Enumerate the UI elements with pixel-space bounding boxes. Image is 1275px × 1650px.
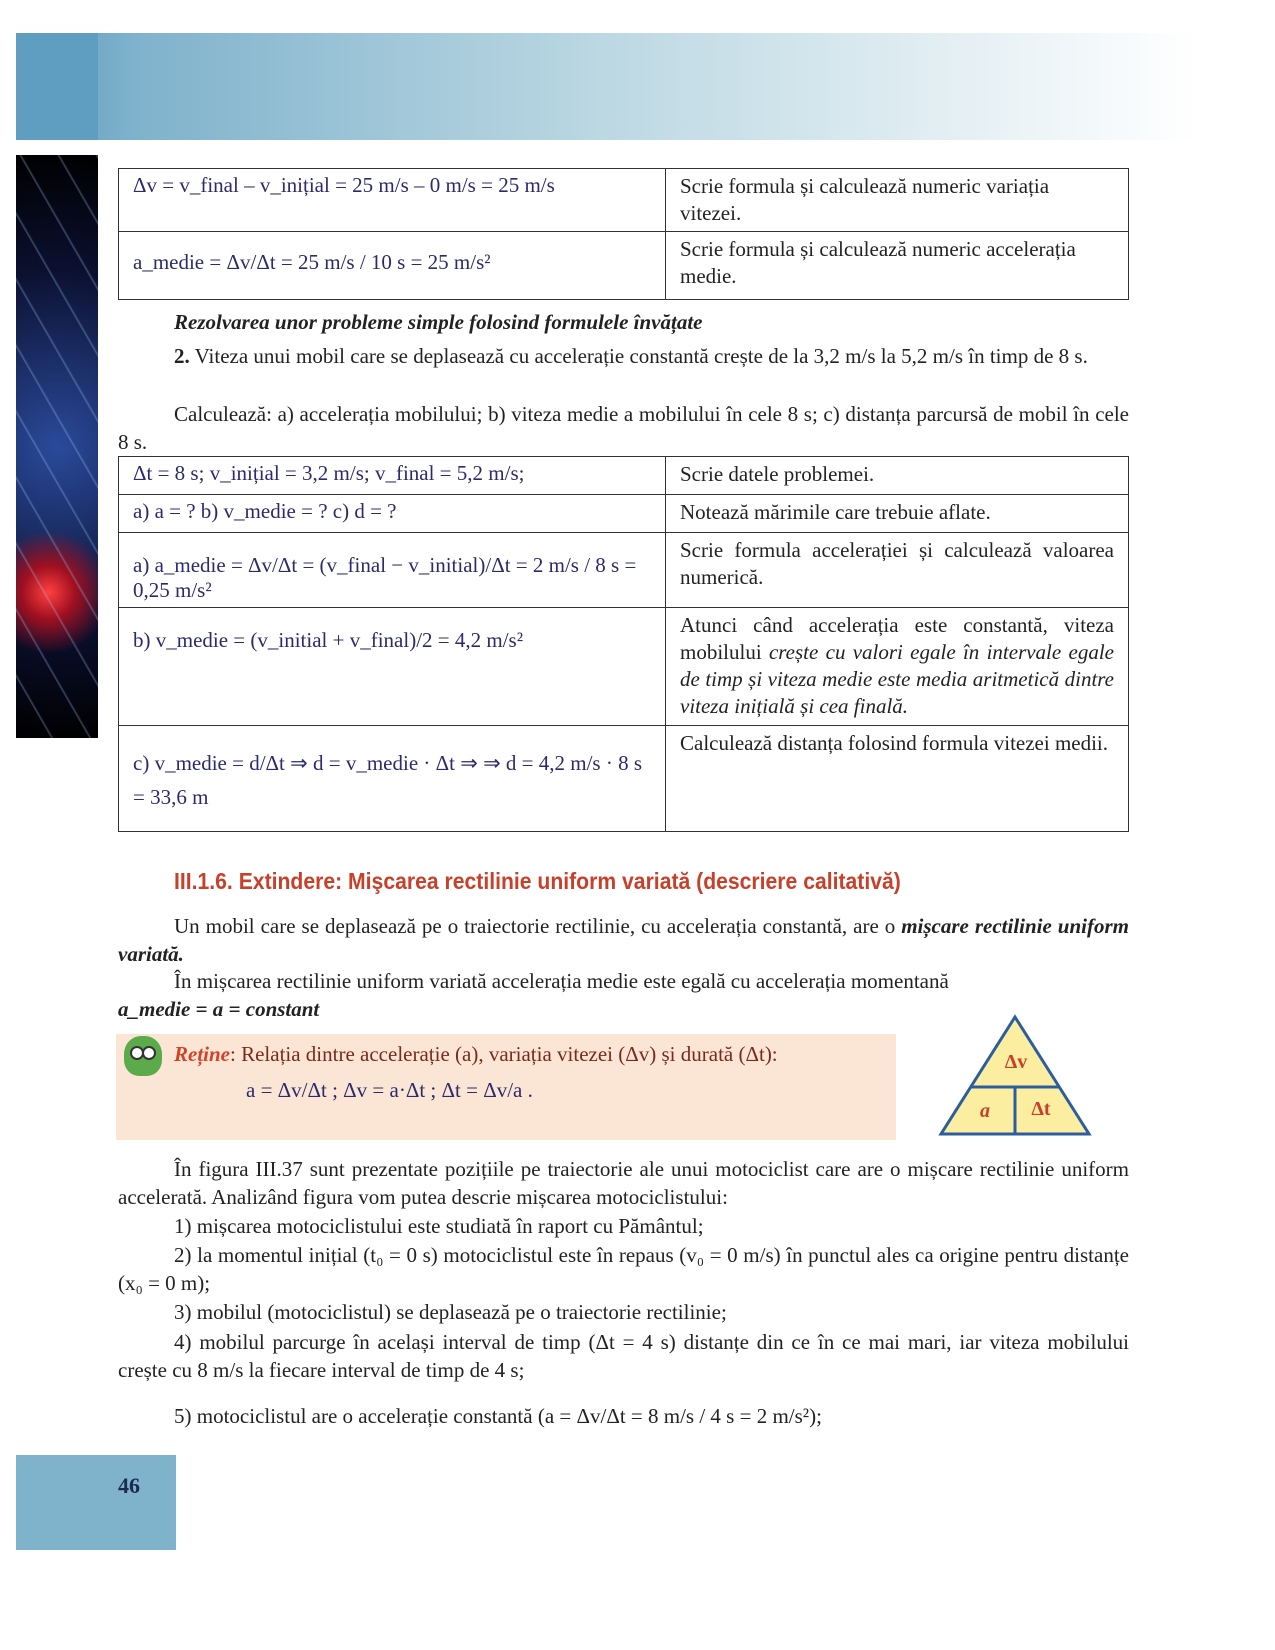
list-item: 1) mișcarea motociclistului este studiată în raport cu Pământul; — [174, 1214, 704, 1238]
page-number: 46 — [118, 1473, 140, 1498]
explanation-cell: Calculează distanța folosind formula vitezei medii. — [666, 726, 1129, 832]
retine-description: : Relația dintre accelerație (a), variația vitezei (Δv) și durată (Δt): — [230, 1042, 778, 1066]
explanation-cell — [666, 608, 1129, 726]
triangle-left: a — [980, 1100, 990, 1122]
table-row — [119, 533, 1129, 608]
explanation-cell: Scrie formula accelerației și calculează valoarea numerică. — [666, 533, 1129, 608]
atom-illustration — [16, 155, 98, 738]
table-row — [119, 726, 1129, 832]
explanation-cell: Scrie formula și calculează numeric accelerația medie. — [666, 232, 1129, 300]
math-cell: b) v_medie = (v_initial + v_final)/2 = 4,2 m/s² — [119, 608, 666, 726]
math-cell: Δt = 8 s; v_inițial = 3,2 m/s; v_final = 5,2 m/s; — [119, 457, 666, 495]
table-row — [119, 232, 1129, 300]
paragraph: În mișcarea rectilinie uniform variată accelerația medie este egală cu accelerația momentană — [174, 969, 949, 993]
paragraph-text: Un mobil care se deplasează pe o traiectorie rectilinie, cu accelerația constantă, are o — [174, 914, 902, 938]
page-number-box — [16, 1455, 176, 1550]
problem-text — [118, 342, 1129, 370]
paragraph — [118, 912, 1129, 968]
list-item: 4) mobilul parcurge în același interval de timp (Δt = 4 s) distanțe din ce în ce mai mari, iar viteza mobilului crește cu 8 m/s la fiecare interval de timp de 4 s; — [118, 1330, 1129, 1382]
explanation-emphasis: crește cu valori egale în intervale egale de timp și viteza medie este media aritmetică dintre viteza inițială și cea finală. — [680, 640, 1114, 718]
explanation-text: Atunci când accelerația este constantă, viteza mobilului — [680, 613, 1114, 664]
emphasis: mișcare rectilinie uniform variată. — [118, 914, 1129, 966]
table-row — [119, 169, 1129, 232]
problem-number: 2. — [174, 344, 190, 368]
header-band — [16, 33, 1196, 140]
table-row — [119, 608, 1129, 726]
math-cell: a) a = ? b) v_medie = ? c) d = ? — [119, 495, 666, 533]
explanation-cell: Notează mărimile care trebuie aflate. — [666, 495, 1129, 533]
list-item: 2) la momentul inițial (t₀ = 0 s) motociclistul este în repaus (v₀ = 0 m/s) în punctul ales ca origine pentru distanțe (x₀ = 0 m); — [118, 1243, 1129, 1295]
subtitle: Rezolvarea unor probleme simple folosind formulele învățate — [174, 310, 703, 334]
formula-triangle — [938, 1014, 1092, 1138]
table-row — [119, 495, 1129, 533]
retine-label: Reține — [174, 1042, 230, 1066]
header-accent — [16, 33, 98, 140]
retine-text — [174, 1042, 778, 1067]
math-cell: c) v_medie = d/Δt ⇒ d = v_medie · Δt ⇒ ⇒ d = 4,2 m/s · 8 s = 33,6 m — [119, 726, 666, 832]
list-item: 5) motociclistul are o accelerație constantă (a = Δv/Δt = 8 m/s / 4 s = 2 m/s²); — [174, 1404, 822, 1428]
section-heading: III.1.6. Extindere: Mişcarea rectilinie uniform variată (descriere calitativă) — [174, 868, 901, 894]
math-cell: a_medie = Δv/Δt = 25 m/s / 10 s = 25 m/s² — [119, 232, 666, 300]
paragraph: În figura III.37 sunt prezentate pozițiile pe traiectorie ale unui motociclist care are o mișcare rectilinie uniform accelerată. Analizând figura vom putea descrie mișcarea motociclistului: — [118, 1157, 1129, 1209]
triangle-right: Δt — [1031, 1098, 1051, 1120]
explanation-cell: Scrie formula și calculează numeric variația vitezei. — [666, 169, 1129, 232]
math-cell: Δv = v_final – v_inițial = 25 m/s – 0 m/s = 25 m/s — [119, 169, 666, 232]
list-item: 3) mobilul (motociclistul) se deplasează pe o traiectorie rectilinie; — [174, 1300, 727, 1324]
problem-statement: Viteza unui mobil care se deplasează cu accelerație constantă crește de la 3,2 m/s la 5,2 m/s în timp de 8 s. — [189, 344, 1088, 368]
math-cell: a) a_medie = Δv/Δt = (v_final − v_initial)/Δt = 2 m/s / 8 s = 0,25 m/s² — [119, 533, 666, 608]
problem-task: Calculează: a) accelerația mobilului; b) viteza medie a mobilului în cele 8 s; c) distanța parcursă de mobil în cele 8 s. — [118, 402, 1129, 454]
owl-icon — [124, 1036, 162, 1076]
solution-table-1 — [118, 168, 1129, 300]
retine-box — [116, 1034, 896, 1140]
formula-constant: a_medie = a = constant — [118, 997, 320, 1021]
table-row — [119, 457, 1129, 495]
explanation-cell: Scrie datele problemei. — [666, 457, 1129, 495]
retine-formulas: a = Δv/Δt ; Δv = a·Δt ; Δt = Δv/a . — [246, 1078, 533, 1102]
triangle-top: Δv — [1004, 1051, 1028, 1073]
solution-table-2 — [118, 456, 1129, 832]
